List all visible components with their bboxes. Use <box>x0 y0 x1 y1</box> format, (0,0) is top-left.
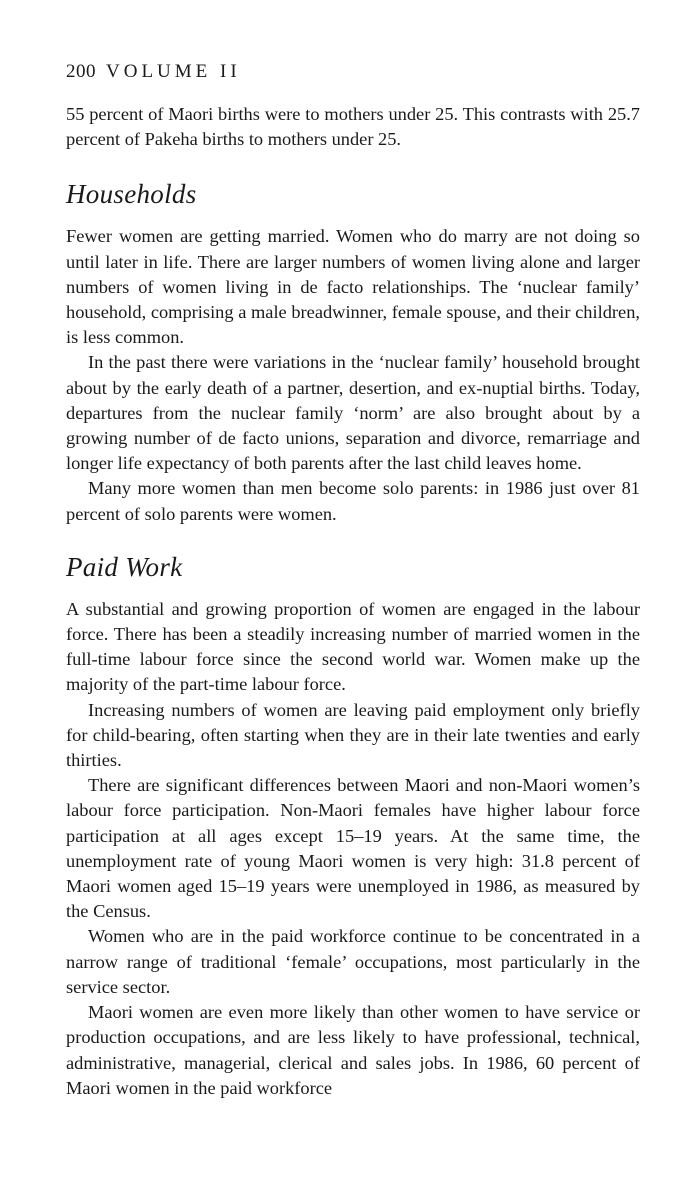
households-paragraph-3: Many more women than men become solo parents: in 1986 just over 81 percent of solo parents were women. <box>66 478 640 524</box>
households-paragraph-1: Fewer women are getting married. Women who do marry are not doing so until later in life. There are larger numbers of women living alone and larger numbers of women living in de facto relationships. The ‘nuclear family’ household, comprising a male breadwinner, female spouse, and their children, is less common. <box>66 226 640 348</box>
book-page <box>66 58 640 1101</box>
paid-work-paragraph-5: Maori women are even more likely than other women to have service or production occupations, and are less likely to have professional, technical, administrative, managerial, clerical and sales jobs. In 1986, 60 percent of Maori women in the paid workforce <box>66 1002 640 1098</box>
paid-work-paragraph-1: A substantial and growing proportion of women are engaged in the labour force. There has been a steadily increasing number of married women in the full-time labour force since the second world war. Women make up the majority of the part-time labour force. <box>66 598 640 695</box>
volume-label: VOLUME II <box>106 61 241 82</box>
paid-work-heading: Paid Work <box>66 551 183 582</box>
running-head <box>66 58 640 86</box>
households-paragraph-2: In the past there were variations in the ‘nuclear family’ household brought about by the early death of a partner, desertion, and ex-nuptial births. Today, departures from the nuclear family ‘norm’ are also brought about by a growing number of de facto unions, separation and divorce, remarriage and longer life expectancy of both parents after the last child leaves home. <box>66 352 640 474</box>
paid-work-paragraph-3: There are significant differences between Maori and non-Maori women’s labour force participation. Non-Maori females have higher labour force participation at all ages except 15–19 years. At the same time, the unemployment rate of young Maori women is very high: 31.8 percent of Maori women aged 15–19 years were unemployed in 1986, as measured by the Census. <box>66 775 640 922</box>
paid-work-paragraph-2: Increasing numbers of women are leaving paid employment only briefly for child-bearing, often starting when they are in their late twenties and early thirties. <box>66 699 640 771</box>
page-number: 200 <box>66 61 96 82</box>
paid-work-paragraph-4: Women who are in the paid workforce continue to be concentrated in a narrow range of traditional ‘female’ occupations, most particularly in the service sector. <box>66 926 640 997</box>
intro-paragraph: 55 percent of Maori births were to mothers under 25. This contrasts with 25.7 percent of Pakeha births to mothers under 25. <box>66 104 640 150</box>
households-heading: Households <box>66 179 197 210</box>
